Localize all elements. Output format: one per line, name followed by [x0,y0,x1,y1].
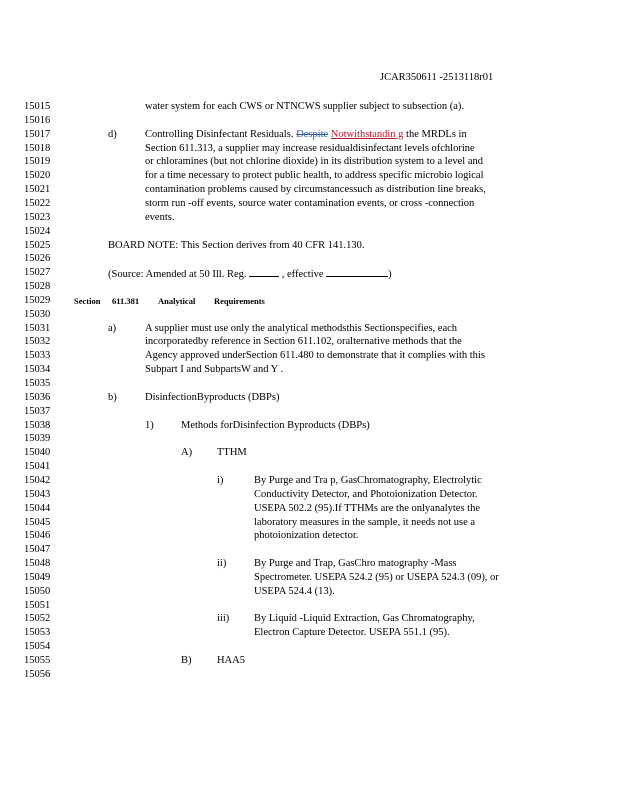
line-text [108,267,392,281]
line-text [108,240,364,252]
line-number: 15016 [24,114,51,126]
line-number: 15024 [24,225,51,237]
document-line [0,392,618,404]
line-number: 15021 [24,184,51,196]
text-segment: TTHM [217,447,247,459]
text-segment: laboratory measures in the sample, it needs not use a [254,516,476,528]
line-number: 15044 [24,502,51,514]
line-number: 15029 [24,294,51,306]
item-label: B) [181,655,192,666]
text-segment: Methods forDisinfection Byproducts (DBPs) [181,419,370,431]
text-segment: By Purge and Tra p, GasChromatography, Electrolytic [254,474,482,486]
text-segment: By Purge and Trap, GasChro matography -Mass [254,558,457,570]
line-text [145,336,462,348]
line-number: 15017 [24,128,51,140]
document-line [0,544,618,556]
document-line [0,364,618,376]
line-number: 15047 [24,544,51,556]
line-text [217,655,245,667]
text-segment: HAA5 [217,655,245,666]
document-line [0,627,618,639]
document-line [0,475,618,487]
document-line [0,420,618,432]
text-segment: Subpart I and SubpartsW and Y . [145,364,284,376]
document-line [0,433,618,445]
text-segment: water system for each CWS or NTNCWS supplier subject to subsection (a). [145,101,465,112]
document-line [0,586,618,598]
line-number: 15036 [24,391,51,403]
document-line [0,613,618,625]
document-line [0,184,618,196]
text-segment: USEPA 502.2 (95).If TTHMs are the onlyanalytes the [254,502,481,514]
line-text [254,627,450,639]
line-text [254,503,480,515]
line-text [145,323,457,335]
line-number: 15056 [24,668,51,680]
text-segment: contamination problems caused by circumstancessuch as distribution line breaks, [145,184,486,196]
text-segment: (Source: Amended at 50 Ill. Reg. [108,269,247,281]
text-segment: By Liquid -Liquid Extraction, Gas Chromatography, [254,613,475,625]
line-number: 15051 [24,599,51,611]
line-text [145,392,279,404]
text-segment: USEPA 524.4 (13). [254,585,335,597]
line-text [254,613,475,625]
line-number: 15027 [24,267,51,279]
item-label: i) [217,474,224,486]
document-line [0,669,618,681]
line-number: 15018 [24,142,51,154]
line-number: 15042 [24,474,51,486]
line-number: 15039 [24,433,51,445]
text-segment: for a time necessary to protect public health, to address specific microbio logical [145,170,484,182]
line-number: 15023 [24,211,51,223]
line-number: 15049 [24,571,51,583]
line-text [254,530,358,542]
text-segment: Controlling Disinfectant Residuals. [145,128,294,140]
document-line [0,350,618,362]
line-text [254,475,482,487]
text-segment: Section 611.313, a supplier may increase residualdisinfectant levels ofchlorine [145,142,475,154]
line-number: 15033 [24,350,51,362]
line-number: 15053 [24,627,51,639]
document-line [0,406,618,418]
document-line [0,600,618,612]
item-label: 1) [145,419,154,431]
item-label: ii) [217,558,227,570]
document-line [0,517,618,529]
document-line [0,226,618,238]
document-line [0,281,618,293]
document-header: JCAR350611 -2513118r01 [380,72,494,83]
text-segment: BOARD NOTE: This Section derives from 40 CFR 141.130. [108,239,365,251]
document-line [0,447,618,459]
line-number: 15048 [24,558,51,570]
text-segment: storm run -off events, source water contamination events, or cross -connection [145,197,475,209]
document-line [0,336,618,348]
text-segment: ) [388,269,392,281]
line-text [145,350,485,362]
section-heading-part: Section [74,295,101,306]
line-text [145,184,486,196]
line-number: 15035 [24,378,51,389]
line-number: 15019 [24,156,51,168]
line-text [254,586,335,598]
line-number: 15054 [24,641,51,653]
line-text [145,170,484,182]
document-line [0,240,618,252]
text-segment: , effective [281,269,324,281]
document-line [0,198,618,210]
line-text [145,101,464,113]
line-number: 15041 [24,461,51,473]
document-line [0,129,618,141]
line-text [217,447,247,459]
document-line [0,309,618,321]
document-line [0,378,618,390]
document-line [0,503,618,515]
document-line [0,267,618,279]
line-text [254,558,457,570]
blank-line-reg-number [249,267,279,277]
item-label: iii) [217,613,230,625]
line-number: 15050 [24,585,51,597]
document-line [0,253,618,265]
text-segment: Electron Capture Detector. USEPA 551.1 (95). [254,627,450,639]
line-number: 15015 [24,101,51,112]
document-line [0,489,618,501]
section-heading-part: 611.381 [112,295,140,306]
line-number: 15030 [24,308,51,320]
line-text [145,143,475,155]
document-line [0,170,618,182]
line-text [181,420,370,432]
document-line [0,641,618,653]
line-text [254,572,499,584]
line-number: 15055 [24,655,51,666]
line-number: 15026 [24,253,51,265]
text-segment: DisinfectionByproducts (DBPs) [145,391,280,403]
text-segment: events. [145,211,175,223]
text-segment: Agency approved underSection 611.480 to demonstrate that it complies with this [145,350,485,362]
line-number: 15040 [24,447,51,459]
text-segment: Spectrometer. USEPA 524.2 (95) or USEPA 524.3 (09), or [254,571,499,583]
line-number: 15038 [24,419,51,431]
line-number: 15028 [24,281,51,293]
line-text [145,129,467,141]
deleted-text: Despite [296,128,329,140]
document-line [0,655,618,667]
section-heading-part: Requirements [214,295,265,306]
line-number: 15037 [24,405,51,417]
document-line [0,530,618,542]
item-label: a) [108,322,117,334]
text-segment: Conductivity Detector, and Photoionization Detector. [254,488,478,500]
text-segment: or chloramines (but not chlorine dioxide) in its distribution system to a level and [145,156,483,168]
line-number: 15046 [24,530,51,542]
section-heading-part: Analytical [158,295,196,306]
line-number: 15020 [24,170,51,182]
line-number: 15034 [24,364,51,376]
document-line [0,295,618,307]
line-number: 15052 [24,613,51,625]
document-line [0,323,618,335]
document-line [0,156,618,168]
blank-line-effective-date [326,267,388,277]
line-text [145,156,483,168]
inserted-text: Notwithstandin g [330,128,404,140]
item-label: d) [108,128,117,140]
line-number: 15045 [24,516,51,528]
document-line [0,461,618,473]
line-text [145,212,174,224]
line-text [254,489,478,501]
document-line [0,143,618,155]
document-line [0,558,618,570]
document-line [0,212,618,224]
line-text [145,364,283,376]
line-number: 15025 [24,239,51,251]
line-number: 15031 [24,322,51,334]
line-number: 15022 [24,197,51,209]
document-line [0,101,618,113]
text-segment: photoionization detector. [254,530,359,542]
document-line [0,115,618,127]
line-text [145,198,474,210]
text-segment: incorporatedby reference in Section 611.102, oralternative methods that the [145,336,462,348]
line-number: 15043 [24,488,51,500]
item-label: b) [108,391,117,403]
item-label: A) [181,447,193,459]
text-segment: the MRDLs in [406,128,467,140]
text-segment: A supplier must use only the analytical methodsthis Sectionspecifies, each [145,322,458,334]
line-number: 15032 [24,336,51,348]
document-line [0,572,618,584]
line-text [254,517,475,529]
